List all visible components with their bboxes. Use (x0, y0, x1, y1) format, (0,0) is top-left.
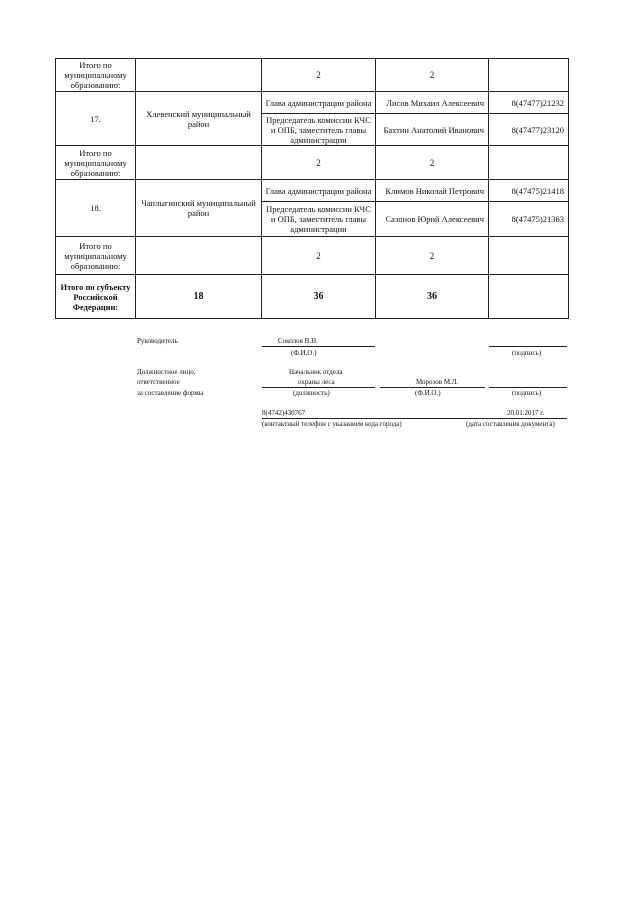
row-number: 17. (56, 92, 136, 146)
fio-caption: (Ф.И.О.) (415, 389, 441, 397)
fio-caption: (Ф.И.О.) (291, 349, 317, 357)
document-date: 20.01.2017 г. (507, 409, 545, 417)
district-name: Хлевенский муниципальный район (136, 92, 262, 146)
table-row (56, 275, 569, 319)
official-label-line3: за составление формы (137, 389, 204, 397)
position-cell: Председатель комиссии КЧС и ОПБ, заместитель главы администрации (262, 202, 376, 237)
phone-cell: 8(47477)21232 (489, 92, 569, 114)
empty-cell (489, 275, 569, 319)
contact-phone: 8(4742)430767 (262, 409, 306, 417)
grand-total-label: Итого по субъекту Российской Федерации: (56, 275, 136, 319)
grand-total-value: 36 (262, 275, 376, 319)
table-row (56, 92, 569, 114)
official-label-line1: Должностное лицо, (137, 368, 196, 376)
signature-caption: (подпись) (512, 389, 542, 397)
subtotal-label: Итого по муниципальному образованию: (56, 146, 136, 180)
subtotal-value: 2 (376, 146, 489, 180)
signature-line (489, 346, 567, 347)
signature-line (489, 387, 567, 388)
contacts-table (55, 58, 569, 319)
table-row (56, 146, 569, 180)
empty-cell (136, 59, 262, 92)
phone-date-line (262, 418, 567, 419)
head-label: Руководитель (137, 337, 178, 345)
fio-line (262, 346, 375, 347)
position-cell: Глава администрации района (262, 92, 376, 114)
official-name: Морозов М.Л. (416, 378, 459, 386)
position-caption: (должность) (293, 389, 330, 397)
subtotal-value: 2 (376, 59, 489, 92)
row-number: 18. (56, 180, 136, 237)
subtotal-value: 2 (262, 237, 376, 275)
position-line (262, 387, 375, 388)
district-name: Чаплыгинский муниципальный район (136, 180, 262, 237)
fio-line (380, 387, 485, 388)
signature-caption: (подпись) (512, 349, 542, 357)
date-caption: (дата составления документа) (466, 420, 555, 428)
phone-cell: 8(47475)21418 (489, 180, 569, 202)
fio-cell: Климов Николай Петрович (376, 180, 489, 202)
subtotal-value: 2 (262, 59, 376, 92)
empty-cell (489, 146, 569, 180)
empty-cell (136, 146, 262, 180)
empty-cell (489, 237, 569, 275)
subtotal-label: Итого по муниципальному образованию: (56, 59, 136, 92)
table-row (56, 59, 569, 92)
empty-cell (136, 237, 262, 275)
fio-cell: Сазонов Юрий Алексеевич (376, 202, 489, 237)
position-cell: Глава администрации района (262, 180, 376, 202)
phone-caption: (контактный телефон с указанием кода города) (262, 420, 402, 428)
head-name: Соколов В.Н. (278, 337, 318, 345)
official-position-line2: охраны леса (298, 378, 335, 386)
fio-cell: Лисов Михаил Алексеевич (376, 92, 489, 114)
grand-total-value: 18 (136, 275, 262, 319)
phone-cell: 8(47475)21363 (489, 202, 569, 237)
subtotal-value: 2 (262, 146, 376, 180)
fio-cell: Бахтин Анатолий Иванович (376, 114, 489, 146)
table-row (56, 237, 569, 275)
official-position-line1: Начальник отдела (289, 368, 343, 376)
subtotal-value: 2 (376, 237, 489, 275)
subtotal-label: Итого по муниципальному образованию: (56, 237, 136, 275)
empty-cell (489, 59, 569, 92)
position-cell: Председатель комиссии КЧС и ОПБ, заместитель главы администрации (262, 114, 376, 146)
phone-cell: 8(47477)23120 (489, 114, 569, 146)
official-label-line2: ответственное (137, 378, 180, 386)
grand-total-value: 36 (376, 275, 489, 319)
table-row (56, 180, 569, 202)
